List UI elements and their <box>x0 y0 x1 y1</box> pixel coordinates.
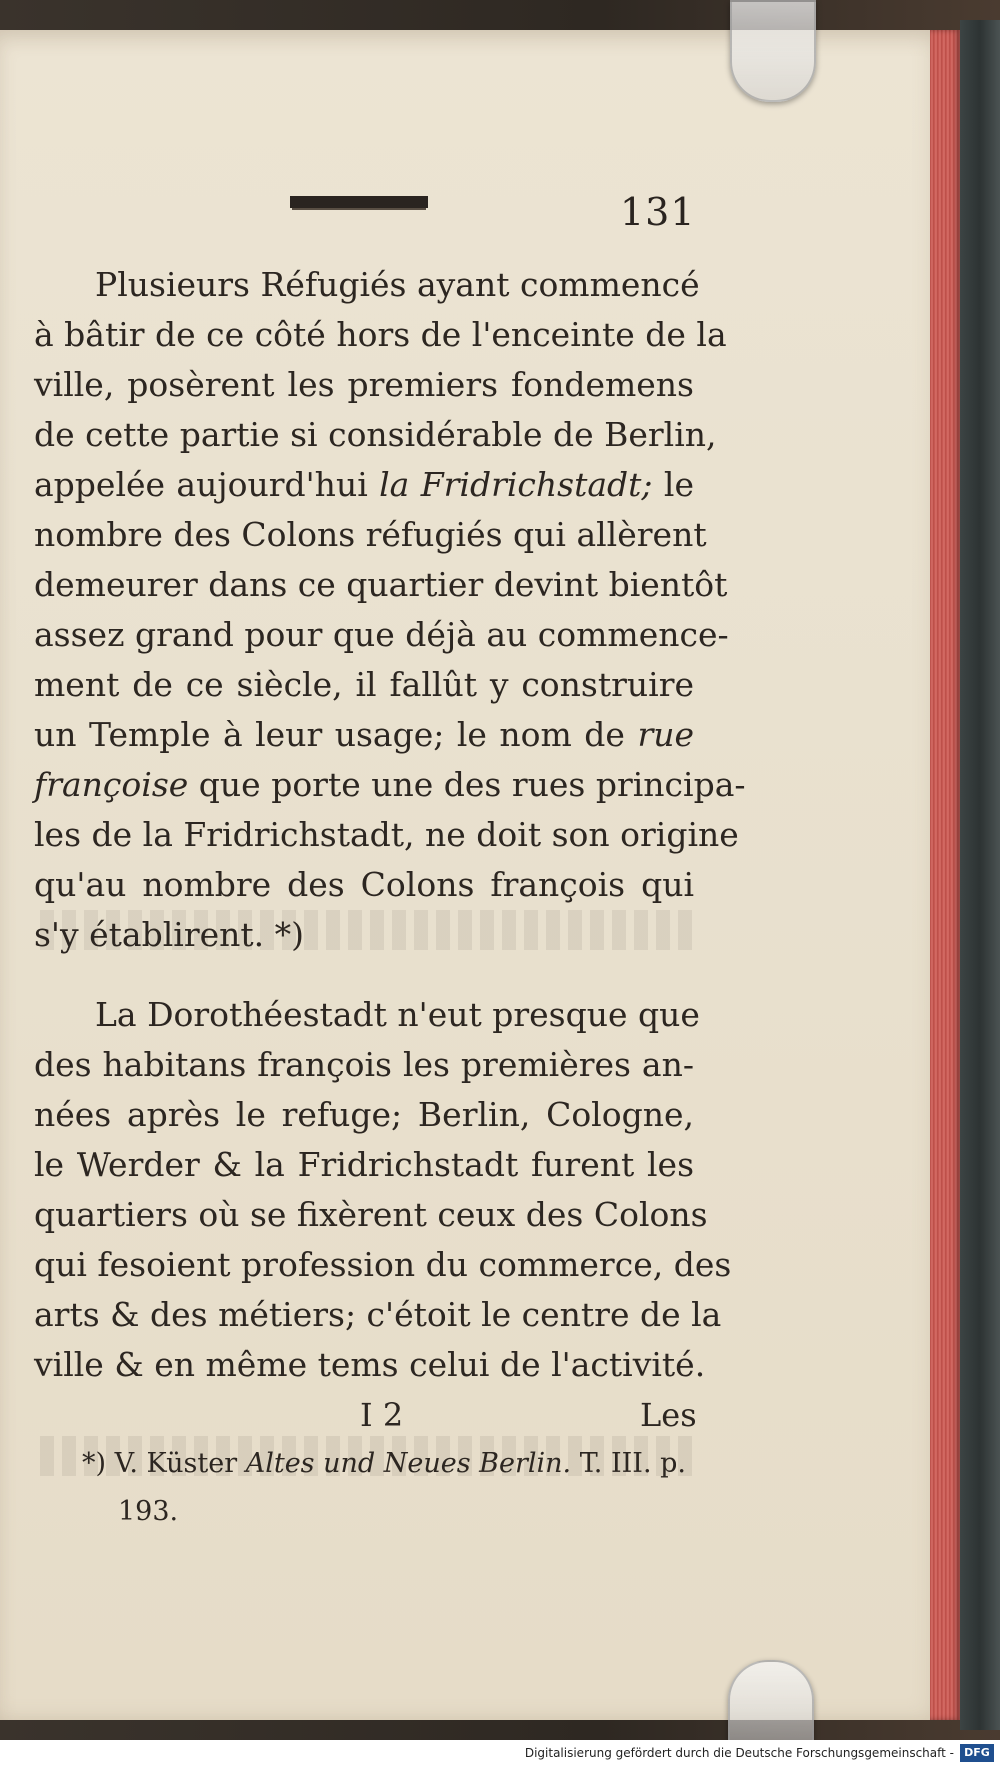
page-number: 131 <box>620 190 696 234</box>
text-line: qu'au nombre des Colons françois qui <box>34 865 694 904</box>
text-line: nombre des Colons réfugiés qui allèrent <box>34 515 707 554</box>
catchword: Les <box>640 1396 697 1434</box>
text-line: s'y établirent. *) <box>34 915 305 954</box>
text-line: qui fesoient profession du commerce, des <box>34 1245 732 1284</box>
footnote-volume: T. III. p. <box>579 1448 686 1479</box>
text-line: nées après le refuge; Berlin, Cologne, <box>34 1095 694 1134</box>
page-red-edge <box>930 30 960 1720</box>
digitization-credit: Digitalisierung gefördert durch die Deutsche Forschungsgemeinschaft - <box>524 1746 954 1760</box>
text-line: des habitans françois les premières an- <box>34 1045 694 1084</box>
text-line <box>34 715 694 755</box>
italic-street-name: françoise <box>34 765 189 804</box>
signature-mark: I 2 <box>360 1396 404 1434</box>
text-line: arts & des métiers; c'étoit le centre de la <box>34 1295 722 1334</box>
text-run: un Temple à leur usage; le nom de <box>34 715 625 754</box>
text-line: ville, posèrent les premiers fondemens <box>34 365 694 404</box>
text-line: de cette partie si considérable de Berlin, <box>34 415 717 454</box>
digitization-footer <box>0 1740 1000 1769</box>
footnote <box>82 1448 686 1479</box>
book-cover-edge <box>960 20 1000 1730</box>
text-line: le Werder & la Fridrichstadt furent les <box>34 1145 694 1184</box>
text-line <box>34 465 694 505</box>
text-line: ment de ce siècle, il fallût y construire <box>34 665 694 704</box>
text-line: demeurer dans ce quartier devint bientôt <box>34 565 728 604</box>
italic-street-name: rue <box>637 715 694 754</box>
footnote-page: 193. <box>118 1496 179 1527</box>
footnote-title: Altes und Neues Berlin. <box>245 1448 572 1479</box>
text-line <box>34 765 746 805</box>
header-rule <box>290 196 428 208</box>
text-line: ville & en même tems celui de l'activité. <box>34 1345 706 1384</box>
text-run: appelée aujourd'hui <box>34 465 368 504</box>
text-line: les de la Fridrichstadt, ne doit son origine <box>34 815 739 854</box>
text-line: assez grand pour que déjà au commence- <box>34 615 729 654</box>
italic-place-name: la Fridrichstadt; <box>379 465 653 504</box>
dfg-logo: DFG <box>960 1744 994 1762</box>
text-line: quartiers où se fixèrent ceux des Colons <box>34 1195 708 1234</box>
text-line: Plusieurs Réfugiés ayant commencé <box>95 265 700 304</box>
text-run: le <box>663 465 694 504</box>
text-run: que porte une des rues principa- <box>198 765 746 804</box>
page-clip-top <box>730 0 816 102</box>
page-clip-bottom <box>728 1660 814 1744</box>
footnote-mark: *) V. Küster <box>82 1448 238 1479</box>
text-line: à bâtir de ce côté hors de l'enceinte de la <box>34 315 727 354</box>
text-line: La Dorothéestadt n'eut presque que <box>95 995 700 1034</box>
